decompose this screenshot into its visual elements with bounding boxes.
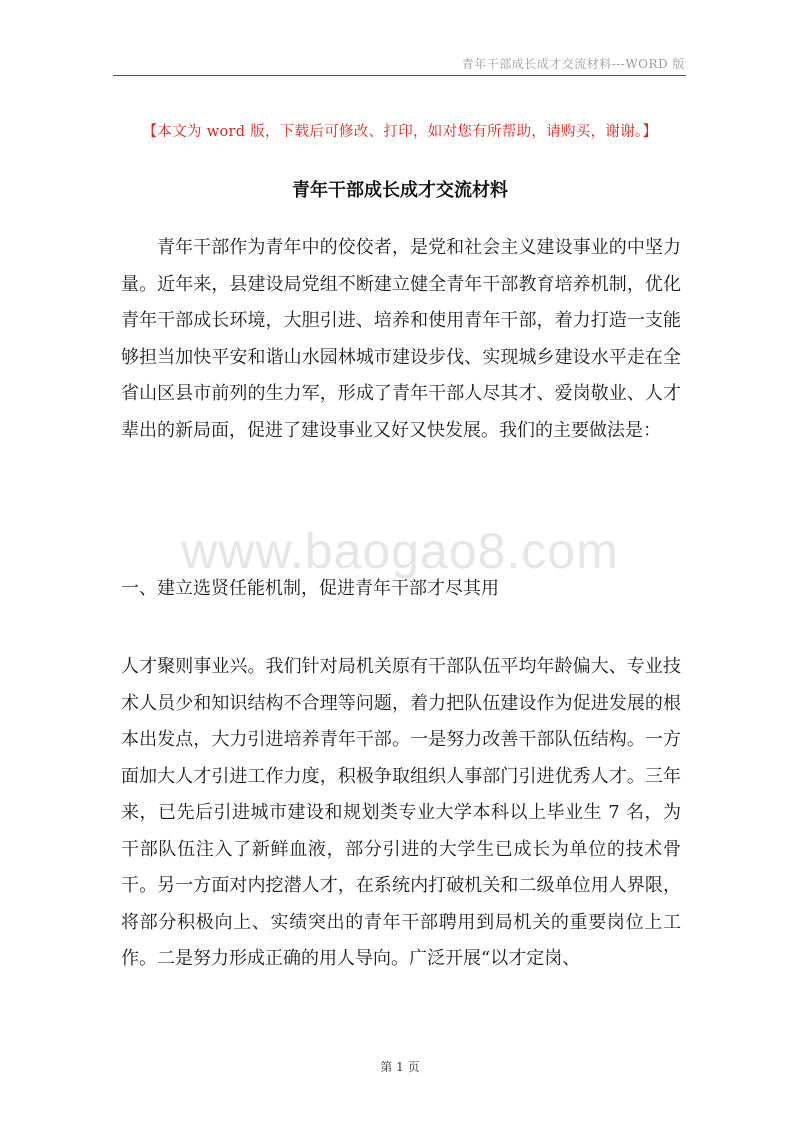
intro-paragraph: 青年干部作为青年中的佼佼者，是党和社会主义建设事业的中坚力量。近年来，县建设局党组不断建立健全青年干部教育培养机制，优化青年干部成长环境，大胆引进、培养和使用青年干部，着力打造一支能够担当加快平安和谐山水园林城市建设步伐、实现城乡建设水平走在全省山区县市前列的生力军，形成了青年干部人尽其才、爱岗敬业、人才辈出的新局面，促进了建设事业又好又快发展。我们的主要做法是： bbox=[121, 237, 681, 441]
header-divider bbox=[113, 75, 686, 76]
download-notice: 【本文为 word 版，下载后可修改、打印，如对您有所帮助，请购买，谢谢。】 bbox=[142, 124, 658, 140]
page-number: 第 1 页 bbox=[380, 1060, 420, 1074]
body-paragraph: 人才聚则事业兴。我们针对局机关原有干部队伍平均年龄偏大、专业技术人员少和知识结构不合理等问题，着力把队伍建设作为促进发展的根本出发点，大力引进培养青年干部。一是努力改善干部队伍结构。一方面加大人才引进工作力度，积极争取组织人事部门引进优秀人才。三年来，已先后引进城市建设和规划类专业大学本科以上毕业生 7 名，为干部队伍注入了新鲜血液，部分引进的大学生已成长为单位的技术骨干。另一方面对内挖潜人才，在系统内打破机关和二级单位用人界限，将部分积极向上、实绩突出的青年干部聘用到局机关的重要岗位上工作。二是努力形成正确的用人导向。广泛开展“以才定岗、 bbox=[121, 656, 681, 969]
document-title: 青年干部成长成才交流材料 bbox=[292, 180, 508, 201]
section-heading: 一、建立选贤任能机制，促进青年干部才尽其用 bbox=[121, 578, 499, 599]
site-watermark: www.baogao8.com bbox=[181, 523, 619, 579]
running-header: 青年干部成长成才交流材料---WORD 版 bbox=[461, 57, 685, 71]
